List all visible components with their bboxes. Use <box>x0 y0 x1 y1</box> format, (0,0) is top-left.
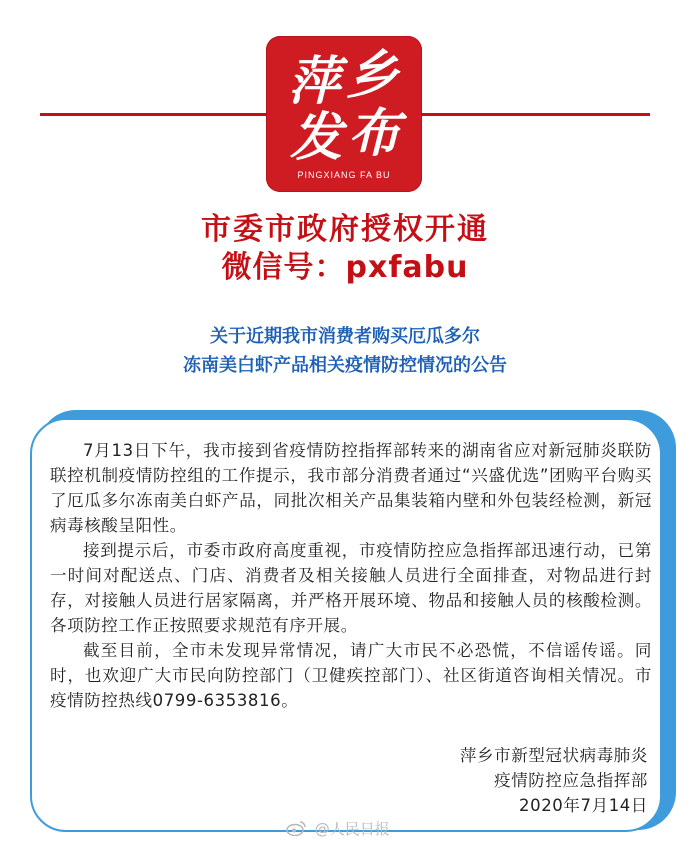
authorization-line: 市委市政府授权开通 <box>201 212 489 247</box>
paragraph-3: 截至目前，全市未发现异常情况，请广大市民不必恐慌，不信谣传谣。同时，也欢迎广大市民向防控部门（卫健疾控部门）、社区街道咨询相关情况。市疫情防控热线0799-6353816。 <box>50 641 652 710</box>
announcement-date: 2020年7月14日 <box>519 796 648 815</box>
announcement-title-line-2: 冻南美白虾产品相关疫情防控情况的公告 <box>183 355 507 376</box>
logo-char-2: 乡 <box>346 45 399 106</box>
paragraph-2: 接到提示后，市委市政府高度重视，市疫情防控应急指挥部迅速行动，已第一时间对配送点、门店、消费者及相关接触人员进行全面排查，对物品进行封存，对接触人员进行居家隔离，并严格开展环境、物品和接触人员的核酸检测。各项防控工作正按照要求规范有序开展。 <box>50 541 652 635</box>
logo-char-3: 发 <box>290 107 343 168</box>
pingxiang-fabu-logo <box>266 36 422 192</box>
watermark <box>286 818 390 840</box>
logo-latin-text: PINGXIANG FA BU <box>297 170 391 180</box>
wechat-id-line: 微信号：pxfabu <box>221 250 469 285</box>
announcement-title-line-1: 关于近期我市消费者购买厄瓜多尔 <box>210 326 480 347</box>
paragraph-1: 7月13日下午，我市接到省疫情防控指挥部转来的湖南省应对新冠肺炎联防联控机制疫情防控组的工作提示，我市部分消费者通过“兴盛优选”团购平台购买了厄瓜多尔冻南美白虾产品，同批次相关产品集装箱内壁和外包装经检测，新冠病毒核酸呈阳性。 <box>50 441 652 535</box>
watermark-text: @人民日报 <box>314 820 390 838</box>
announcement-body <box>50 438 652 713</box>
signature-line-1: 萍乡市新型冠状病毒肺炎 <box>459 746 648 765</box>
logo-char-1: 萍 <box>288 51 341 112</box>
signature-line-2: 疫情防控应急指挥部 <box>494 771 648 790</box>
logo-char-4: 布 <box>348 103 401 164</box>
weibo-icon <box>286 820 306 840</box>
header-rule-left <box>40 113 266 116</box>
header-rule-right <box>422 113 650 116</box>
